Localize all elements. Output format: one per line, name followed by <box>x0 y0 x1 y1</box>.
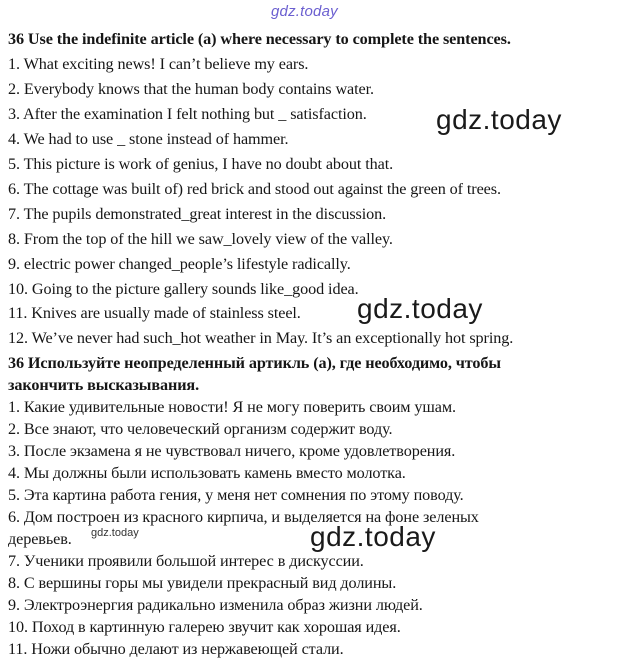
russian-sentence-11: 11. Ножи обычно делают из нержавеющей стали. <box>8 640 344 658</box>
russian-sentence-2: 2. Все знают, что человеческий организм содержит воду. <box>8 420 393 438</box>
russian-heading-line-1: 36 Используйте неопределенный артикль (а), где необходимо, чтобы <box>8 354 501 372</box>
english-sentence-5: 5. This picture is work of genius, I have no doubt about that. <box>8 155 394 173</box>
russian-heading-line-2: закончить высказывания. <box>8 376 200 394</box>
watermark-top: gdz.today <box>271 3 338 20</box>
russian-sentence-3: 3. После экзамена я не чувствовал ничего, кроме удовлетворения. <box>8 442 456 460</box>
english-sentence-7: 7. The pupils demonstrated_great interest in the discussion. <box>8 205 387 223</box>
russian-sentence-8: 8. С вершины горы мы увидели прекрасный вид долины. <box>8 574 397 592</box>
english-sentence-3: 3. After the examination I felt nothing but _ satisfaction. <box>8 105 367 123</box>
watermark-right-2: gdz.today <box>357 293 483 324</box>
watermark-right-1: gdz.today <box>436 104 562 135</box>
english-sentence-10: 10. Going to the picture gallery sounds like_good idea. <box>8 280 359 298</box>
russian-sentence-1: 1. Какие удивительные новости! Я не могу поверить своим ушам. <box>8 398 456 416</box>
english-sentence-8: 8. From the top of the hill we saw_lovely view of the valley. <box>8 230 393 248</box>
russian-sentence-9: 9. Электроэнергия радикально изменила образ жизни людей. <box>8 596 423 614</box>
english-sentence-9: 9. electric power changed_people’s lifestyle radically. <box>8 255 351 273</box>
russian-sentence-10: 10. Поход в картинную галерею звучит как хорошая идея. <box>8 618 401 636</box>
english-sentence-1: 1. What exciting news! I can’t believe my ears. <box>8 55 309 73</box>
english-sentence-12: 12. We’ve never had such_hot weather in May. It’s an exceptionally hot spring. <box>8 329 514 347</box>
english-sentence-11: 11. Knives are usually made of stainless steel. <box>8 304 301 322</box>
watermark-small: gdz.today <box>91 527 139 539</box>
watermark-bottom: gdz.today <box>310 521 436 552</box>
english-heading: 36 Use the indefinite article (a) where necessary to complete the sentences. <box>8 30 511 48</box>
russian-sentence-5: 5. Эта картина работа гения, у меня нет сомнения по этому поводу. <box>8 486 464 504</box>
english-sentence-6: 6. The cottage was built of) red brick and stood out against the green of trees. <box>8 180 501 198</box>
english-sentence-2: 2. Everybody knows that the human body contains water. <box>8 80 374 98</box>
russian-sentence-4: 4. Мы должны были использовать камень вместо молотка. <box>8 464 406 482</box>
russian-sentence-6: 6. Дом построен из красного кирпича, и выделяется на фоне зеленых <box>8 508 479 526</box>
russian-sentence-6-continuation: деревьев. <box>8 530 72 548</box>
english-sentence-4: 4. We had to use _ stone instead of hammer. <box>8 130 289 148</box>
russian-sentence-7: 7. Ученики проявили большой интерес в дискуссии. <box>8 552 364 570</box>
